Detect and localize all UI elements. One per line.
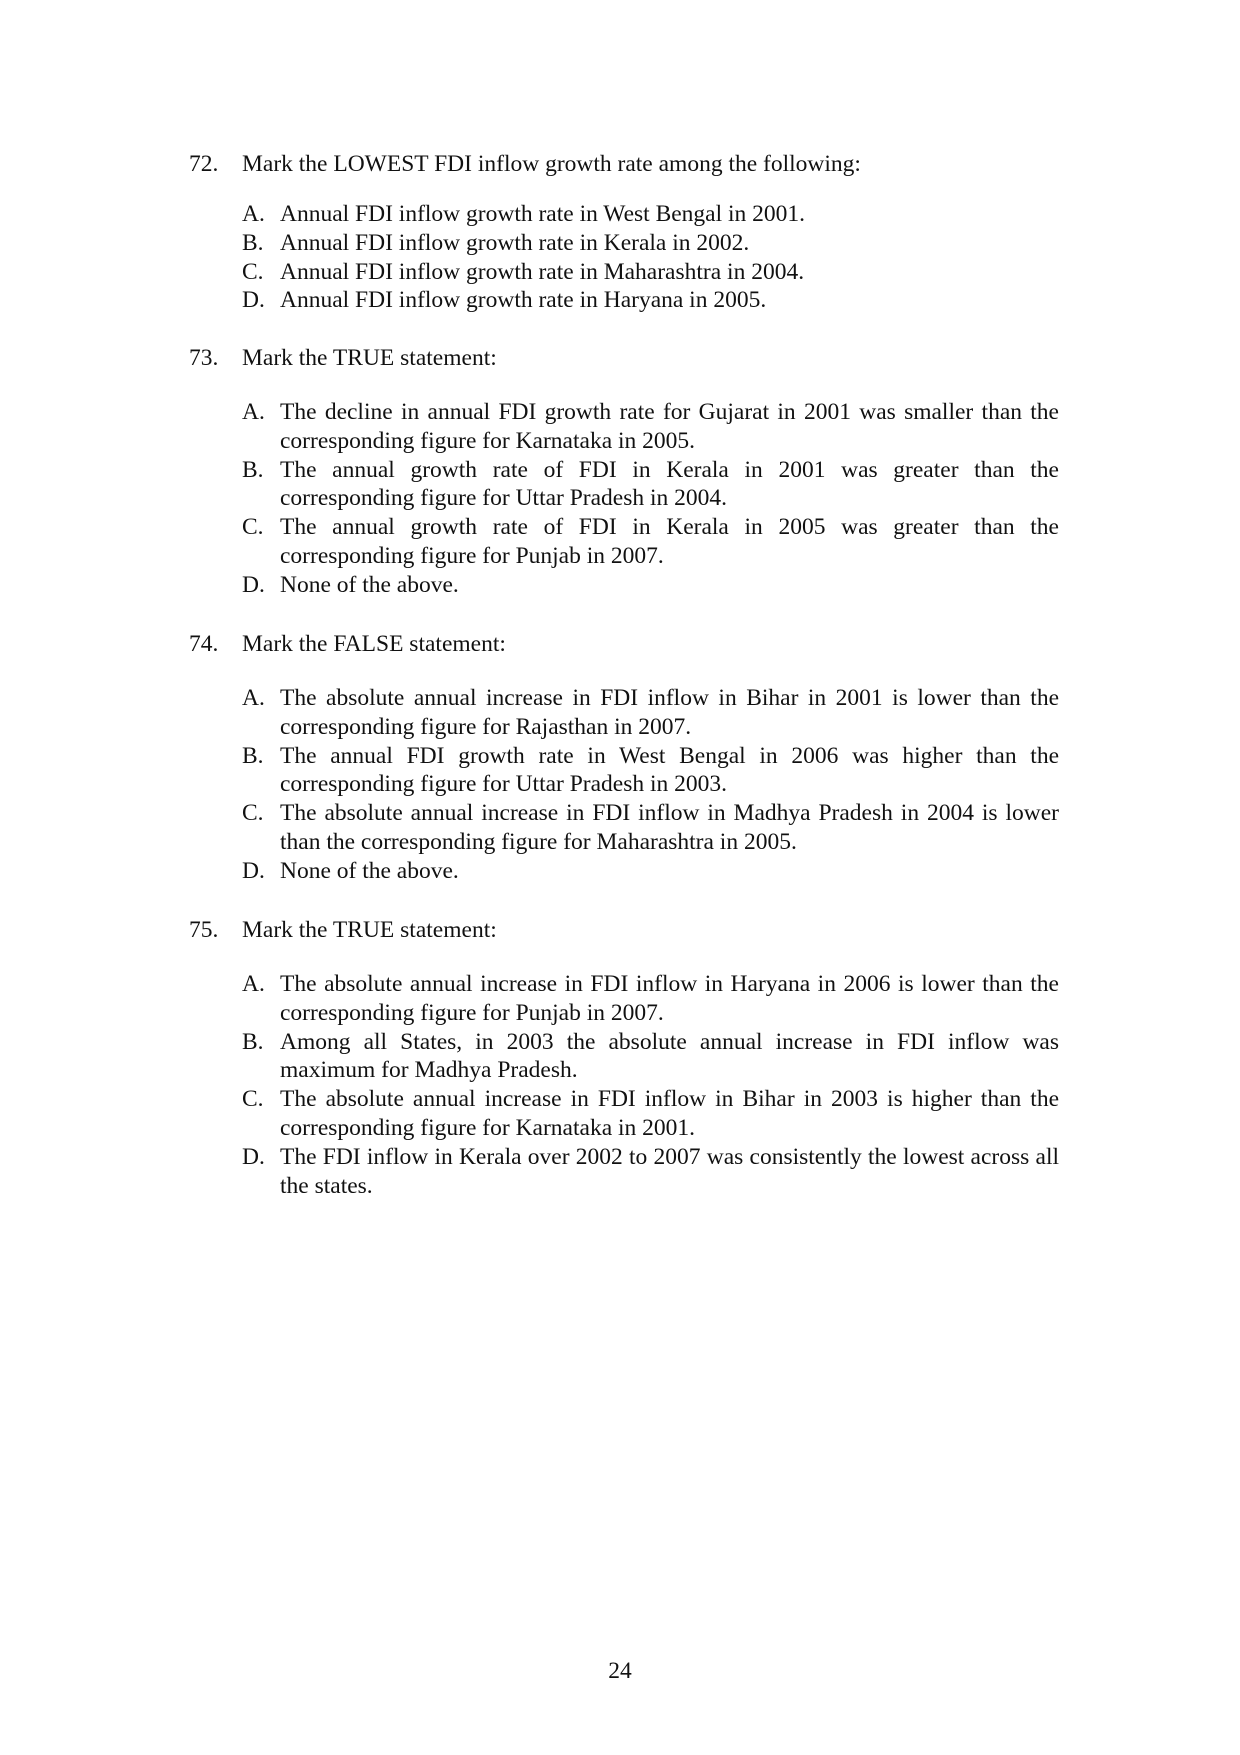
option-text: The absolute annual increase in FDI inflow in Bihar in 2003 is higher than the corresponding figure for Karnataka in 2001. bbox=[280, 1086, 1059, 1141]
option-letter: B. bbox=[242, 229, 264, 256]
question-number: 75. bbox=[189, 917, 219, 943]
question-number: 73. bbox=[189, 345, 219, 371]
option-a[interactable] bbox=[189, 970, 1059, 1028]
option-text: The absolute annual increase in FDI inflow in Bihar in 2001 is lower than the corresponding figure for Rajasthan in 2007. bbox=[280, 685, 1059, 740]
question-stem bbox=[189, 344, 1059, 372]
question-73 bbox=[189, 344, 1059, 600]
option-letter: B. bbox=[242, 456, 264, 483]
option-b[interactable] bbox=[189, 229, 1059, 258]
option-text: The annual FDI growth rate in West Bengal in 2006 was higher than the corresponding figure for Uttar Pradesh in 2003. bbox=[280, 742, 1059, 798]
option-c[interactable] bbox=[189, 1085, 1059, 1143]
question-74 bbox=[189, 630, 1059, 886]
option-letter: A. bbox=[242, 971, 265, 997]
option-letter: A. bbox=[242, 201, 265, 227]
option-letter: D. bbox=[242, 571, 265, 598]
option-letter: C. bbox=[242, 800, 264, 827]
option-letter: A. bbox=[242, 685, 265, 711]
option-b[interactable] bbox=[189, 742, 1059, 800]
option-letter: D. bbox=[242, 1143, 265, 1170]
option-text: Among all States, in 2003 the absolute annual increase in FDI inflow was maximum for Madhya Pradesh. bbox=[280, 1028, 1059, 1084]
option-d[interactable] bbox=[189, 571, 1059, 600]
question-75 bbox=[189, 916, 1059, 1200]
option-b[interactable] bbox=[189, 1028, 1059, 1086]
question-text: Mark the TRUE statement: bbox=[242, 917, 497, 943]
question-text: Mark the TRUE statement: bbox=[242, 345, 497, 371]
option-text: The annual growth rate of FDI in Kerala in 2001 was greater than the corresponding figure for Uttar Pradesh in 2004. bbox=[280, 456, 1059, 512]
option-letter: D. bbox=[242, 857, 265, 884]
question-text: Mark the LOWEST FDI inflow growth rate among the following: bbox=[242, 151, 861, 177]
option-c[interactable] bbox=[189, 513, 1059, 571]
option-d[interactable] bbox=[189, 286, 1059, 315]
option-d[interactable] bbox=[189, 1143, 1059, 1201]
option-a[interactable] bbox=[189, 684, 1059, 742]
option-list bbox=[189, 200, 1059, 315]
question-text: Mark the FALSE statement: bbox=[242, 631, 506, 657]
option-a[interactable] bbox=[189, 398, 1059, 456]
option-text: The decline in annual FDI growth rate for Gujarat in 2001 was smaller than the corresponding figure for Karnataka in 2005. bbox=[280, 399, 1059, 454]
option-letter: A. bbox=[242, 399, 265, 425]
option-text: None of the above. bbox=[280, 857, 459, 884]
option-letter: B. bbox=[242, 742, 264, 769]
question-72 bbox=[189, 150, 1059, 315]
option-text: The absolute annual increase in FDI inflow in Madhya Pradesh in 2004 is lower than the corresponding figure for Maharashtra in 2005. bbox=[280, 800, 1059, 855]
question-number: 74. bbox=[189, 631, 219, 657]
option-letter: D. bbox=[242, 287, 265, 314]
question-stem bbox=[189, 630, 1059, 658]
question-stem bbox=[189, 916, 1059, 944]
option-text: The FDI inflow in Kerala over 2002 to 2007 was consistently the lowest across all the states. bbox=[280, 1143, 1059, 1199]
option-letter: B. bbox=[242, 1028, 264, 1055]
option-text: Annual FDI inflow growth rate in Haryana in 2005. bbox=[280, 287, 767, 314]
page-number: 24 bbox=[608, 1658, 632, 1684]
option-c[interactable] bbox=[189, 258, 1059, 287]
option-b[interactable] bbox=[189, 456, 1059, 514]
option-a[interactable] bbox=[189, 200, 1059, 229]
option-list bbox=[189, 398, 1059, 600]
option-list bbox=[189, 684, 1059, 886]
option-d[interactable] bbox=[189, 857, 1059, 886]
question-number: 72. bbox=[189, 151, 219, 177]
option-list bbox=[189, 970, 1059, 1200]
option-letter: C. bbox=[242, 1086, 264, 1113]
option-letter: C. bbox=[242, 514, 264, 541]
option-text: The absolute annual increase in FDI inflow in Haryana in 2006 is lower than the corresponding figure for Punjab in 2007. bbox=[280, 971, 1059, 1026]
option-text: None of the above. bbox=[280, 571, 459, 598]
option-text: Annual FDI inflow growth rate in West Bengal in 2001. bbox=[280, 201, 806, 227]
question-stem bbox=[189, 150, 1059, 178]
option-letter: C. bbox=[242, 258, 264, 285]
option-text: Annual FDI inflow growth rate in Maharashtra in 2004. bbox=[280, 258, 805, 285]
option-c[interactable] bbox=[189, 799, 1059, 857]
option-text: The annual growth rate of FDI in Kerala in 2005 was greater than the corresponding figure for Punjab in 2007. bbox=[280, 514, 1059, 569]
option-text: Annual FDI inflow growth rate in Kerala in 2002. bbox=[280, 229, 750, 256]
